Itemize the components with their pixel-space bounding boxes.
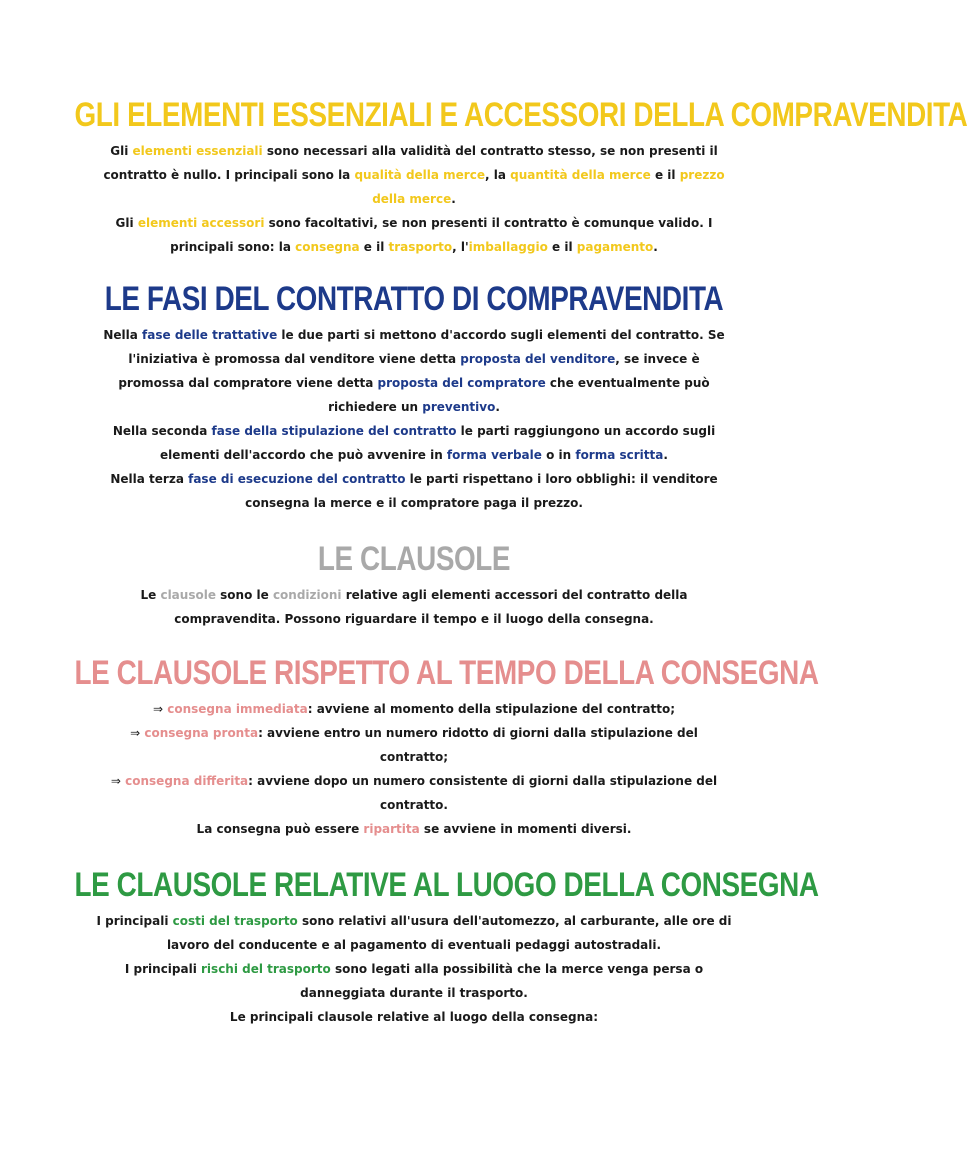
place-text: [94, 909, 734, 1029]
section-title-phases: LE FASI DEL CONTRATTO DI COMPRAVENDITA: [104, 280, 724, 318]
highlight-term: elementi essenziali: [132, 144, 263, 158]
paragraph-execution: Nella terza fase di esecuzione del contratto le parti rispettano i loro obblighi: il venditore consegna la merce e il compratore paga il prezzo.: [110, 472, 718, 510]
section-clauses: [0, 540, 828, 631]
section-title-clauses: LE CLAUSOLE: [317, 540, 511, 578]
paragraph-accessory-elements: Gli elementi accessori sono facoltativi, se non presenti il contratto è comunque valido. I principali sono: la consegna e il trasporto, l'imballaggio e il pagamento.: [115, 216, 713, 254]
highlight-term: consegna immediata: [167, 702, 308, 716]
paragraph-transport-costs: I principali costi del trasporto sono relativi all'usura dell'automezzo, al carburante, alle ore di lavoro del conducente e al pagamento di eventuali pedaggi autostradali.: [96, 914, 732, 952]
paragraph-negotiation: Nella fase delle trattative le due parti si mettono d'accordo sugli elementi del contratto. Se l'iniziativa è promossa dal venditore viene detta proposta del venditore, se invece è promossa dal compratore viene detta proposta del compratore che eventualmente può richiedere un preventivo.: [103, 328, 725, 414]
phases-text: [94, 323, 734, 515]
paragraph-transport-risks: I principali rischi del trasporto sono legati alla possibilità che la merce venga persa o danneggiata durante il trasporto.: [124, 962, 704, 1000]
section-essential: [0, 96, 967, 259]
highlight-term: prezzo della merce: [372, 168, 725, 206]
highlight-term: qualità della merce: [354, 168, 485, 182]
section-title-place: LE CLAUSOLE RELATIVE AL LUOGO DELLA CONSEGNA: [74, 866, 819, 904]
arrow-icon: ⇒: [130, 726, 141, 740]
paragraph-split-delivery: La consegna può essere ripartita se avviene in momenti diversi.: [196, 822, 632, 836]
highlight-term: quantità della merce: [510, 168, 651, 182]
highlight-term: pagamento: [576, 240, 654, 254]
highlight-term: forma verbale: [446, 448, 542, 462]
highlight-term: costi del trasporto: [172, 914, 298, 928]
section-phases: [0, 280, 828, 515]
highlight-term: rischi del trasporto: [201, 962, 331, 976]
highlight-term: trasporto: [388, 240, 453, 254]
list-item-ready: ⇒ consegna pronta: avviene entro un numero ridotto di giorni dalla stipulazione del contratto;: [130, 726, 698, 764]
arrow-icon: ⇒: [153, 702, 164, 716]
highlight-term: preventivo: [422, 400, 496, 414]
paragraph-clauses: Le clausole sono le condizioni relative agli elementi accessori del contratto della compravendita. Possono riguardare il tempo e il luogo della consegna.: [140, 588, 688, 626]
arrow-icon: ⇒: [110, 774, 121, 788]
paragraph-stipulation: Nella seconda fase della stipulazione del contratto le parti raggiungono un accordo sugli elementi dell'accordo che può avvenire in forma verbale o in forma scritta.: [112, 424, 716, 462]
highlight-term: fase della stipulazione del contratto: [211, 424, 457, 438]
list-item-immediate: ⇒ consegna immediata: avviene al momento della stipulazione del contratto;: [153, 702, 675, 716]
paragraph-essential-elements: Gli elementi essenziali sono necessari alla validità del contratto stesso, se non presenti il contratto è nullo. I principali sono la qualità della merce, la quantità della merce e il prezzo della merce.: [103, 144, 725, 206]
section-place: [0, 866, 828, 1029]
highlight-term: elementi accessori: [137, 216, 265, 230]
highlight-term: forma scritta: [575, 448, 664, 462]
section-time: [0, 654, 828, 841]
highlight-term: clausole: [160, 588, 216, 602]
highlight-term: proposta del compratore: [377, 376, 546, 390]
list-item-deferred: ⇒ consegna differita: avviene dopo un numero consistente di giorni dalla stipulazione del contratto.: [110, 774, 718, 812]
highlight-term: imballaggio: [468, 240, 548, 254]
essential-text: [99, 139, 729, 259]
highlight-term: condizioni: [272, 588, 342, 602]
highlight-term: fase di esecuzione del contratto: [188, 472, 406, 486]
highlight-term: proposta del venditore: [460, 352, 616, 366]
section-title-time: LE CLAUSOLE RISPETTO AL TEMPO DELLA CONSEGNA: [74, 654, 819, 692]
highlight-term: fase delle trattative: [142, 328, 278, 342]
paragraph-place-clauses: Le principali clausole relative al luogo della consegna:: [229, 1010, 599, 1024]
clauses-text: [134, 583, 694, 631]
highlight-term: ripartita: [363, 822, 420, 836]
highlight-term: consegna differita: [125, 774, 249, 788]
time-text: [104, 697, 724, 841]
section-title-essential: GLI ELEMENTI ESSENZIALI E ACCESSORI DELLA COMPRAVENDITA: [74, 96, 967, 134]
highlight-term: consegna pronta: [144, 726, 259, 740]
highlight-term: consegna: [295, 240, 360, 254]
